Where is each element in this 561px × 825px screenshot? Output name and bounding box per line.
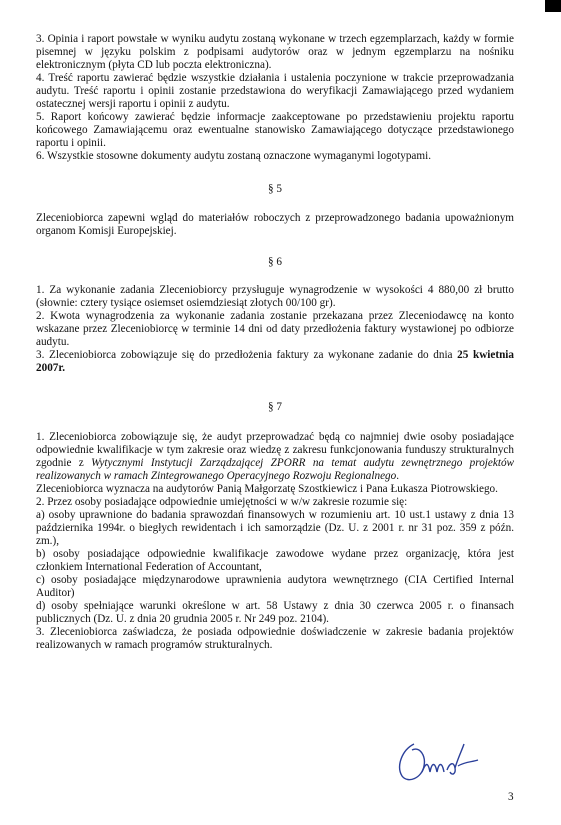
scan-corner-mark [545,0,561,12]
section-5-paragraph: Zleceniobiorca zapewni wgląd do materiałów roboczych z przeprowadzonego badania upoważnionym organom Komisji Europejskiej. [36,212,514,237]
section-6-heading: § 6 [268,256,282,268]
handwritten-signature [392,732,482,792]
section-5-heading: § 5 [268,183,282,195]
qualification-a: a) osoby uprawnione do badania sprawozdań finansowych w rozumieniu art. 10 ust.1 ustawy z dnia 13 października 1994r. o biegłych rewidentach i ich samorządzie (Dz. U. z 2001 r. nr 31 poz. 359 z późn. zm.), [36,509,514,547]
clause-6: 6. Wszystkie stosowne dokumenty audytu zostaną oznaczone wymaganymi logotypami. [36,150,431,162]
section-6-body [36,284,514,375]
clause-3: 3. Opinia i raport powstałe w wyniku audytu zostaną wykonane w trzech egzemplarzach, każdy w formie pisemnej w języku polskim z podpisami audytorów oraz w jednym egzemplarzu na nośniku elektronicznym (płyta CD lub poczta elektroniczna). [36,33,514,71]
section-7-heading: § 7 [268,401,282,413]
section-7-point-2: 2. Przez osoby posiadające odpowiednie umiejętności w w/w zakresie rozumie się: [36,496,408,508]
section-7-point-1 [36,431,514,483]
section-5-body [36,212,514,238]
page-number: 3 [508,791,514,803]
section-7-point-3: 3. Zleceniobiorca zaświadcza, że posiada odpowiednie doświadczenie w zakresie badania projektów realizowanych w ramach programów strukturalnych. [36,626,514,651]
qualification-d: d) osoby spełniające warunki określone w art. 58 Ustawy z dnia 30 czerwca 2005 r. o finansach publicznych (Dz. U. z dnia 20 grudnia 2005 r. Nr 249 poz. 2104). [36,600,514,625]
qualification-c: c) osoby posiadające międzynarodowe uprawnienia audytora wewnętrznego (CIA Certified Internal Auditor) [36,574,514,599]
section-6-point-3-text: 3. Zleceniobiorca zobowiązuje się do przedłożenia faktury za wykonane zadanie do dnia [36,349,458,361]
clauses-continued [36,33,514,163]
invoice-deadline: 25 kwietnia 2007r. [36,349,514,374]
section-7-point-1-text: 1. Zleceniobiorca zobowiązuje się, że audyt przeprowadzać będą co najmniej dwie osoby posiadające odpowiednie kwalifikacje w tym zakresie oraz wiedzę z zakresu funkcjonowania funduszy strukturalnych zgodnie z [36,431,514,469]
clause-5: 5. Raport końcowy zawierać będzie informacje zaakceptowane po przedstawieniu projektu raportu końcowego Zamawiającemu oraz ewentualne stanowisko Zamawiającego dotyczące przedstawionego raportu i opinii. [36,111,514,149]
qualification-b: b) osoby posiadające odpowiednie kwalifikacje zawodowe wydane przez organizację, która jest członkiem International Federation of Accountant, [36,548,514,573]
section-6-point-1: 1. Za wykonanie zadania Zleceniobiorcy przysługuje wynagrodzenie w wysokości 4 880,00 zł brutto (słownie: cztery tysiące osiemset osiemdziesiąt złotych 00/100 gr). [36,284,514,309]
section-7-body [36,431,514,652]
section-6-point-3 [36,349,514,375]
section-6-point-2: 2. Kwota wynagrodzenia za wykonanie zadania zostanie przekazana przez Zleceniodawcę na konto wskazane przez Zleceniobiorcę w terminie 14 dni od daty przedłożenia faktury wystawionej po odbiorze audytu. [36,310,514,348]
section-7-point-1-end: . [396,470,400,482]
clause-4: 4. Treść raportu zawierać będzie wszystkie działania i ustalenia poczynione w trakcie przeprowadzania audytu. Treść raportu i opinii zostanie przedstawiona do weryfikacji Zamawiającego przed wydaniem ostatecznej wersji raportu i opinii z audytu. [36,72,514,110]
auditors-designation: Zleceniobiorca wyznacza na audytorów Panią Małgorzatę Szostkiewicz i Pana Łukasza Piotrowskiego. [36,483,498,495]
guidelines-title: Wytycznymi Instytucji Zarządzającej ZPORR na temat audytu zewnętrznego projektów realizowanych w ramach Zintegrowanego Operacyjnego Rozwoju Regionalnego [36,457,515,482]
